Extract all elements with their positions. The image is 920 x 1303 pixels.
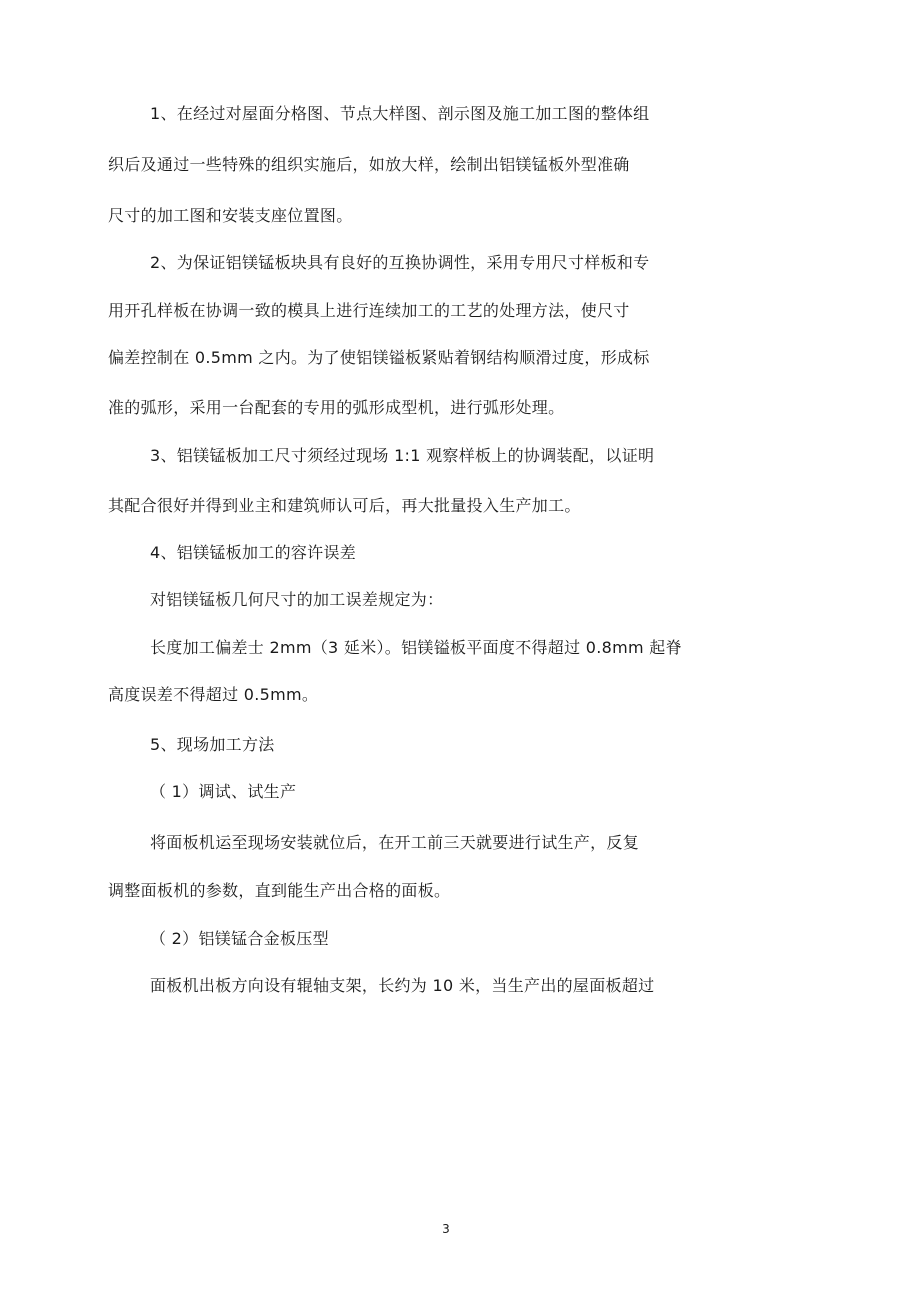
text-line-12: 长度加工偏差士 2mm（3 延米）。铝镁镒板平面度不得超过 0.8mm 起脊 [150,638,682,657]
text-line-19: 面板机出板方向设有辊轴支架，长约为 10 米，当生产出的屋面板超过 [150,976,655,995]
text-line-4: 2、为保证铝镁锰板块具有良好的互换协调性，采用专用尺寸样板和专 [150,253,650,272]
text-line-11: 对铝镁锰板几何尺寸的加工误差规定为： [150,590,444,609]
page-number: 3 [442,1222,450,1236]
text-line-5: 用开孔样板在协调一致的模具上进行连续加工的工艺的处理方法，使尺寸 [108,301,630,320]
text-line-1: 1、在经过对屋面分格图、节点大样图、剖示图及施工加工图的整体组 [150,104,650,123]
text-line-13: 高度误差不得超过 0.5mm。 [108,685,319,704]
text-line-17: 调整面板机的参数，直到能生产出合格的面板。 [108,881,451,900]
text-line-16: 将面板机运至现场安装就位后，在开工前三天就要进行试生产，反复 [150,833,640,852]
text-line-18: （ 2）铝镁锰合金板压型 [150,929,329,948]
text-line-8: 3、铝镁锰板加工尺寸须经过现场 1:1 观察样板上的协调装配，以证明 [150,446,655,465]
text-line-6: 偏差控制在 0.5mm 之内。为了使铝镁镒板紧贴着钢结构顺滑过度，形成标 [108,348,650,367]
text-line-7: 准的弧形，采用一台配套的专用的弧形成型机，进行弧形处理。 [108,398,565,417]
text-line-9: 其配合很好并得到业主和建筑师认可后，再大批量投入生产加工。 [108,496,581,515]
text-line-2: 织后及通过一些特殊的组织实施后，如放大样，绘制出铝镁锰板外型准确 [108,155,630,174]
text-line-3: 尺寸的加工图和安装支座位置图。 [108,206,353,225]
text-line-15: （ 1）调试、试生产 [150,782,297,801]
text-line-14: 5、现场加工方法 [150,735,275,754]
text-line-10: 4、铝镁锰板加工的容许误差 [150,543,357,562]
